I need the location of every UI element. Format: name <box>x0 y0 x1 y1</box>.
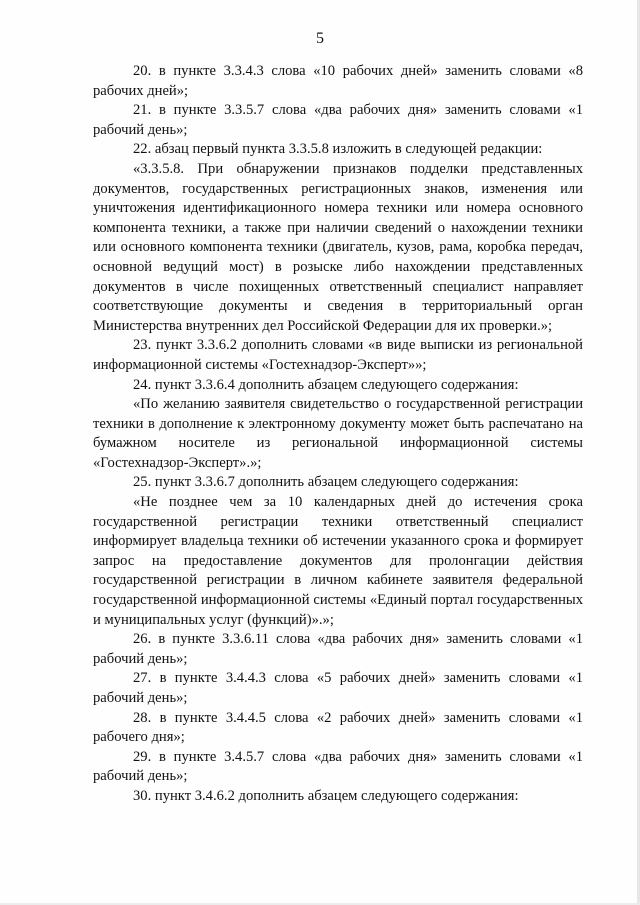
paragraph: «Не позднее чем за 10 календарных дней до истечения срока государственной регистрации техники ответственный специалист информирует владельца техники об истечении указанного срока и формирует запрос на предоставление документов для пролонгации действия государственной регистрации в личном кабинете заявителя федеральной государственной информационной системы «Единый портал государственных и муниципальных услуг (функций)».»; <box>93 494 583 628</box>
paragraph: 28. в пункте 3.4.4.5 слова «2 рабочих дней» заменить словами «1 рабочего дня»; <box>93 709 583 746</box>
page-number: 5 <box>316 30 324 47</box>
paragraph: 29. в пункте 3.4.5.7 слова «два рабочих дня» заменить словами «1 рабочий день»; <box>93 748 583 785</box>
paragraph: 24. пункт 3.3.6.4 дополнить абзацем следующего содержания: <box>133 376 519 393</box>
paragraph: 25. пункт 3.3.6.7 дополнить абзацем следующего содержания: <box>133 474 519 491</box>
paragraph: 20. в пункте 3.3.4.3 слова «10 рабочих дней» заменить словами «8 рабочих дней»; <box>93 63 583 99</box>
paragraph: 27. в пункте 3.4.4.3 слова «5 рабочих дней» заменить словами «1 рабочий день»; <box>93 670 583 706</box>
document-body <box>93 62 583 807</box>
paragraph: 22. абзац первый пункта 3.3.5.8 изложить в следующей редакции: <box>133 141 543 158</box>
paragraph: 30. пункт 3.4.6.2 дополнить абзацем следующего содержания: <box>133 787 519 804</box>
paragraph: «По желанию заявителя свидетельство о государственной регистрации техники в дополнение к электронному документу может быть распечатано на бумажном носителе из региональной информационной системы «Гостехнадзор-Эксперт».»; <box>93 396 583 471</box>
paragraph: 26. в пункте 3.3.6.11 слова «два рабочих дня» заменить словами «1 рабочий день»; <box>93 631 583 667</box>
paragraph: 21. в пункте 3.3.5.7 слова «два рабочих дня» заменить словами «1 рабочий день»; <box>93 102 583 138</box>
paragraph: «3.3.5.8. При обнаружении признаков подделки представленных документов, государственных регистрационных знаков, изменения или уничтожения идентификационного номера техники или номера основного компонента техники, а также при наличии сведений о нахождении техники или основного компонента техники (двигатель, кузов, рама, коробка передач, основной ведущий мост) в розыске либо нахождении представленных документов в числе похищенных ответственный специалист направляет соответствующие документы и сведения в территориальный орган Министерства внутренних дел Российской Федерации для их проверки.»; <box>93 160 583 334</box>
paragraph: 23. пункт 3.3.6.2 дополнить словами «в виде выписки из региональной информационной системы «Гостехнадзор-Эксперт»»; <box>93 337 583 373</box>
